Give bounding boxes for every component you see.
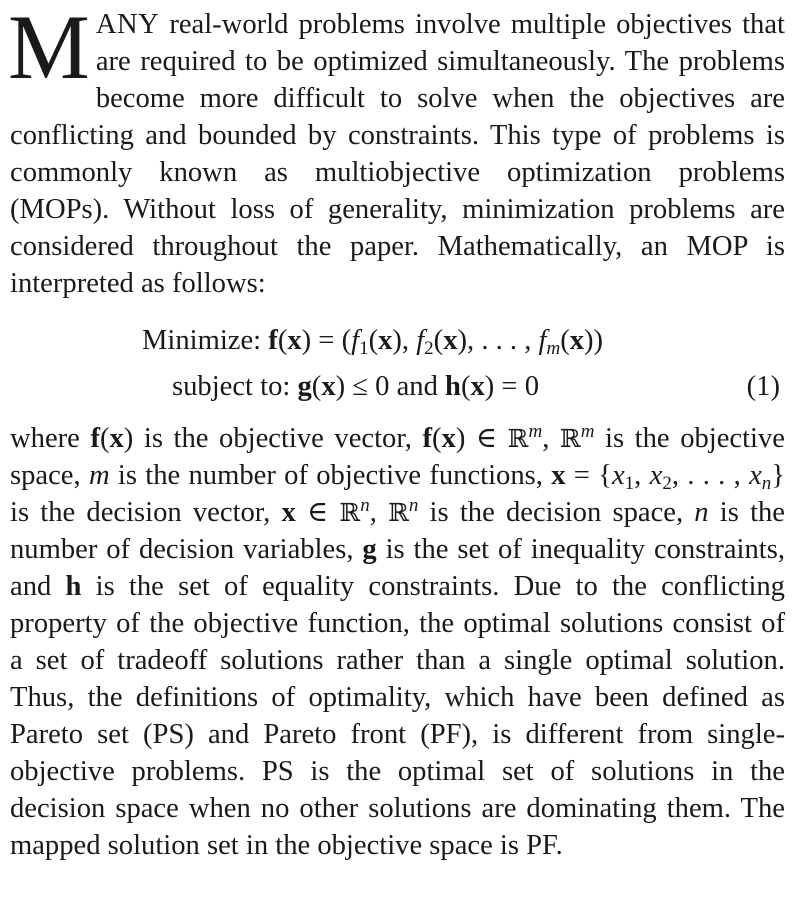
intro-text: real-world problems involve multiple objectives that are required to be optimized simultaneously. The problems become more difficult to solve when the objectives are conflicting and bounded by constraints. This type of problems is commonly known as multiobjective optimization problems (MOPs). Without loss of generality, minimization problems are considered throughout the paper. Mathematically, an MOP is interpreted as follows: — [10, 9, 785, 299]
text-objective-space: objective space, — [10, 423, 785, 491]
text-number-objectives: is the number of objective functions, — [117, 460, 543, 491]
text-inequality: the set of inequality constraints, and — [10, 534, 785, 602]
text-is-the: is the — [605, 423, 670, 454]
equation-1 — [10, 302, 785, 420]
paper-page — [8, 0, 785, 864]
text-number-variables: is the number of decision variables, — [10, 497, 785, 565]
text-is: is — [429, 497, 449, 528]
first-word: ANY — [95, 9, 160, 40]
drop-cap: M — [8, 0, 88, 98]
definitions-paragraph: where f(x) is the objective vector, f(x) ∈ ℝ$^m$, ℝ$^m$ is the objective space, m is the number of objective functions, $x = \{x_1$, $x_2$, . . . , $x_n$} is the decision vector, x ∈ ℝ$^n$, ℝ$^n$ is the decision space, n is the number of decision variables, g is the set of inequality constraints, and h is the set of equality constraints. Due to the conflicting property of the objective function, the optimal solutions consist of a set of tradeoff solutions rather than a single optimal solution. Thus, the definitions of optimality, which have been defined as Pareto set (PS) and Pareto front (PF), is different from single-objective problems. PS is the optimal set of solutions in the decision space when no other solutions are dominating them. The mapped solution set in the objective space is PF. — [10, 421, 785, 861]
text-where: where — [10, 423, 80, 454]
text-decision-vector: is the decision vector, — [10, 497, 271, 528]
intro-paragraph — [8, 0, 785, 302]
text-rest: Due to the conflicting property of the objective function, the optimal solutions consist of a set of tradeoff solutions rather than a single optimal solution. Thus, the definitions of optimality, which have been defined as Pareto set (PS) and Pareto front (PF), is different from single-objective problems. PS is the optimal set of solutions in the decision space when no other solutions are dominating them. The mapped solution set in the objective space is PF. — [10, 571, 785, 861]
equation-line-subject: subject to: g(x) ≤ 0 and h(x) = 0 — [172, 371, 540, 402]
minimize-label: Minimize: — [142, 325, 262, 356]
text-equality: is the set of equality constraints. — [95, 571, 500, 602]
text-objective-vector: is the objective vector, — [143, 423, 412, 454]
text-is-2: is — [385, 534, 405, 565]
text-decision-space: the decision space, — [459, 497, 684, 528]
subject-to-label: subject to: — [172, 371, 291, 402]
and-word: and — [396, 371, 438, 402]
equation-line-minimize: Minimize: $f(x) = (f_1(x)$, $f_2(x)$, . . . , $f_m(x)$) — [142, 325, 604, 359]
equation-number: (1) — [746, 371, 780, 402]
